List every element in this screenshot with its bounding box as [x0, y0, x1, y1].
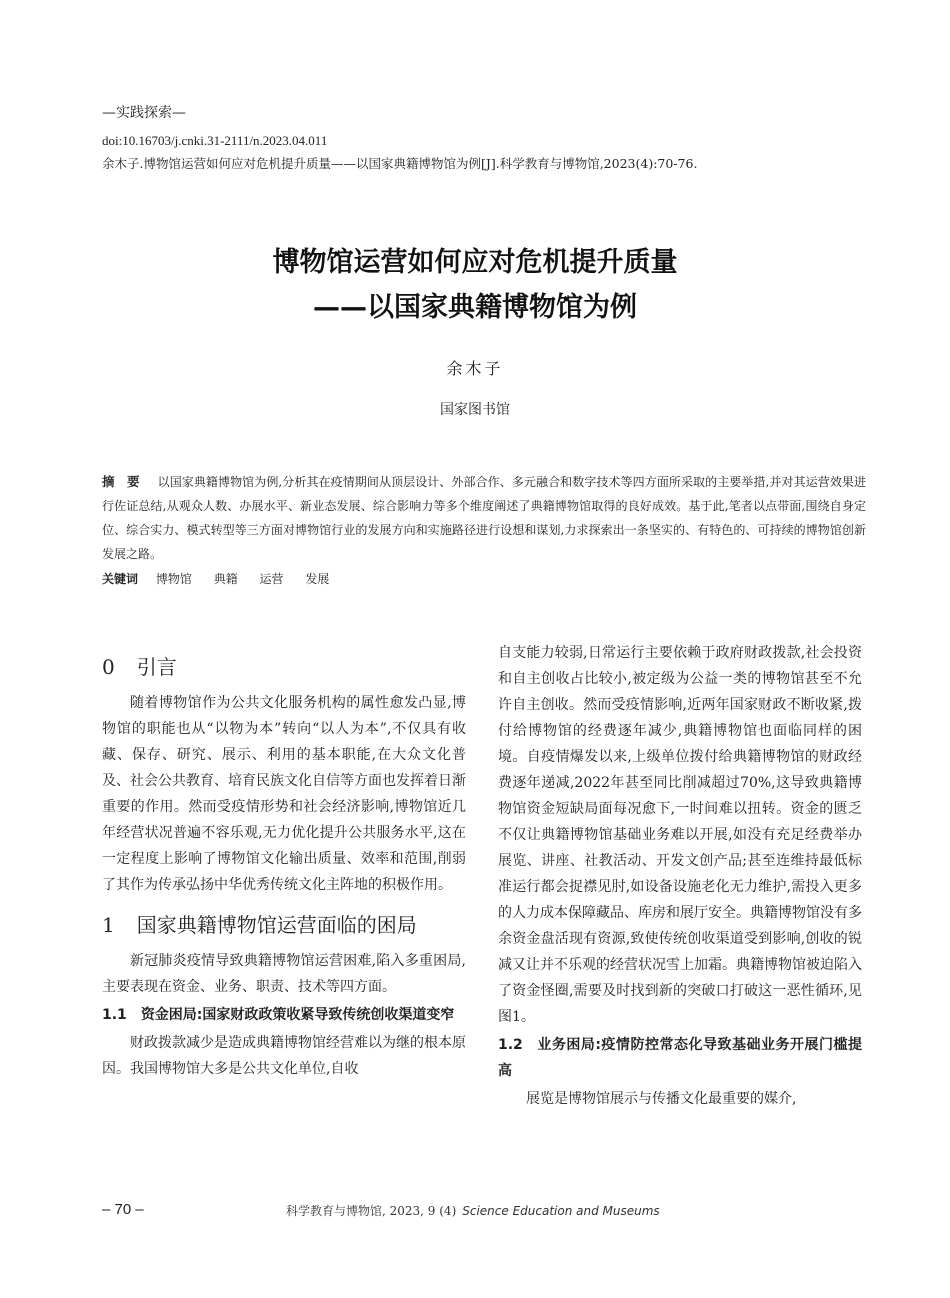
- subsection-title: 资金困局:国家财政政策收紧导致传统创收渠道变窄: [140, 1007, 455, 1023]
- section-number: 0: [102, 655, 115, 679]
- subsection-heading-1-2: [498, 1032, 862, 1084]
- section-heading-1: [102, 910, 466, 940]
- author-name: 余木子: [446, 359, 504, 378]
- abstract: [102, 470, 866, 566]
- keyword: 发展: [305, 572, 330, 586]
- subsection-number: 1.1: [102, 1007, 127, 1023]
- abstract-label: 摘 要: [102, 474, 144, 489]
- section-label: —实践探索—: [102, 105, 186, 121]
- journal-footer: [286, 1202, 660, 1219]
- paragraph: 展览是博物馆展示与传播文化最重要的媒介,: [526, 1091, 797, 1107]
- abstract-text: 以国家典籍博物馆为例,分析其在疫情期间从顶层设计、外部合作、多元融合和数字技术等四方面所采取的主要举措,并对其运营效果进行佐证总结,从观众人数、办展水平、新业态发展、综合影响力等多个维度阐述了典籍博物馆取得的良好成效。基于此,笔者以点带面,围绕自身定位、综合实力、模式转型等三方面对博物馆行业的发展方向和实施路径进行设想和谋划,力求探索出一条坚实的、有特色的、可持续的博物馆创新发展之路。: [102, 475, 867, 561]
- left-column: [102, 640, 466, 1082]
- paragraph: 自支能力较弱,日常运行主要依赖于政府财政拨款,社会投资和自主创收占比较小,被定级为公益一类的博物馆甚至不允许自主创收。然而受疫情影响,近两年国家财政不断收紧,拨付给博物馆的经费逐年减少,典籍博物馆也面临同样的困境。自疫情爆发以来,上级单位拨付给典籍博物馆的财政经费逐年递减,2022年甚至同比削减超过70%,这导致典籍博物馆资金短缺局面每况愈下,一时间难以扭转。资金的匮乏不仅让典籍博物馆基础业务难以开展,如没有充足经费举办展览、讲座、社教活动、开发文创产品;甚至连维持最低标准运行都会捉襟见肘,如设备设施老化无力维护,需投入更多的人力成本保障藏品、库房和展厅安全。典籍博物馆没有多余资金盘活现有资源,致使传统创收渠道受到影响,创收的锐减又让并不乐观的经营状况雪上加霜。典籍博物馆被迫陷入了资金怪圈,需要及时找到新的突破口打破这一恶性循环,见图1。: [498, 645, 862, 1025]
- paragraph: 新冠肺炎疫情导致典籍博物馆运营困难,陷入多重困局,主要表现在资金、业务、职责、技术等四方面。: [102, 953, 466, 995]
- right-column: [498, 640, 862, 1112]
- subsection-title: 业务困局:疫情防控常态化导致基础业务开展门槛提高: [498, 1037, 862, 1079]
- section-number: 1: [102, 913, 115, 937]
- keywords-label: 关键词: [102, 572, 139, 586]
- subsection-heading-1-1: [102, 1002, 466, 1028]
- subsection-number: 1.2: [498, 1037, 523, 1053]
- section-heading-0: [102, 652, 466, 682]
- keyword: 运营: [259, 572, 284, 586]
- citation-line: 余木子.博物馆运营如何应对危机提升质量——以国家典籍博物馆为例[J].科学教育与博物馆,2023(4):70-76.: [102, 156, 698, 171]
- paragraph: 财政拨款减少是造成典籍博物馆经营难以为继的根本原因。我国博物馆大多是公共文化单位,自收: [102, 1035, 466, 1077]
- section-title: 引言: [136, 655, 177, 679]
- section-title: 国家典籍博物馆运营面临的困局: [136, 913, 417, 937]
- author-affiliation: 国家图书馆: [440, 402, 510, 418]
- journal-name-en: Science Education and Museums: [462, 1204, 660, 1218]
- doi-line: doi:10.16703/j.cnki.31-2111/n.2023.04.011: [102, 133, 328, 148]
- paper-subtitle: ——以国家典籍博物馆为例: [313, 292, 637, 323]
- keyword: 典籍: [213, 572, 238, 586]
- page-number: – 70 –: [102, 1201, 144, 1218]
- paragraph: 随着博物馆作为公共文化服务机构的属性愈发凸显,博物馆的职能也从“以物为本”转向“以人为本”,不仅具有收藏、保存、研究、展示、利用的基本职能,在大众文化普及、社会公共教育、培育民族文化自信等方面也发挥着日渐重要的作用。然而受疫情形势和社会经济影响,博物馆近几年经营状况普遍不容乐观,无力优化提升公共服务水平,这在一定程度上影响了博物馆文化输出质量、效率和范围,削弱了其作为传承弘扬中华优秀传统文化主阵地的积极作用。: [102, 695, 466, 893]
- paper-title: 博物馆运营如何应对危机提升质量: [272, 247, 678, 278]
- keywords: [102, 570, 347, 588]
- journal-name-cn: 科学教育与博物馆, 2023, 9 (4): [286, 1204, 457, 1218]
- keyword: 博物馆: [155, 572, 192, 586]
